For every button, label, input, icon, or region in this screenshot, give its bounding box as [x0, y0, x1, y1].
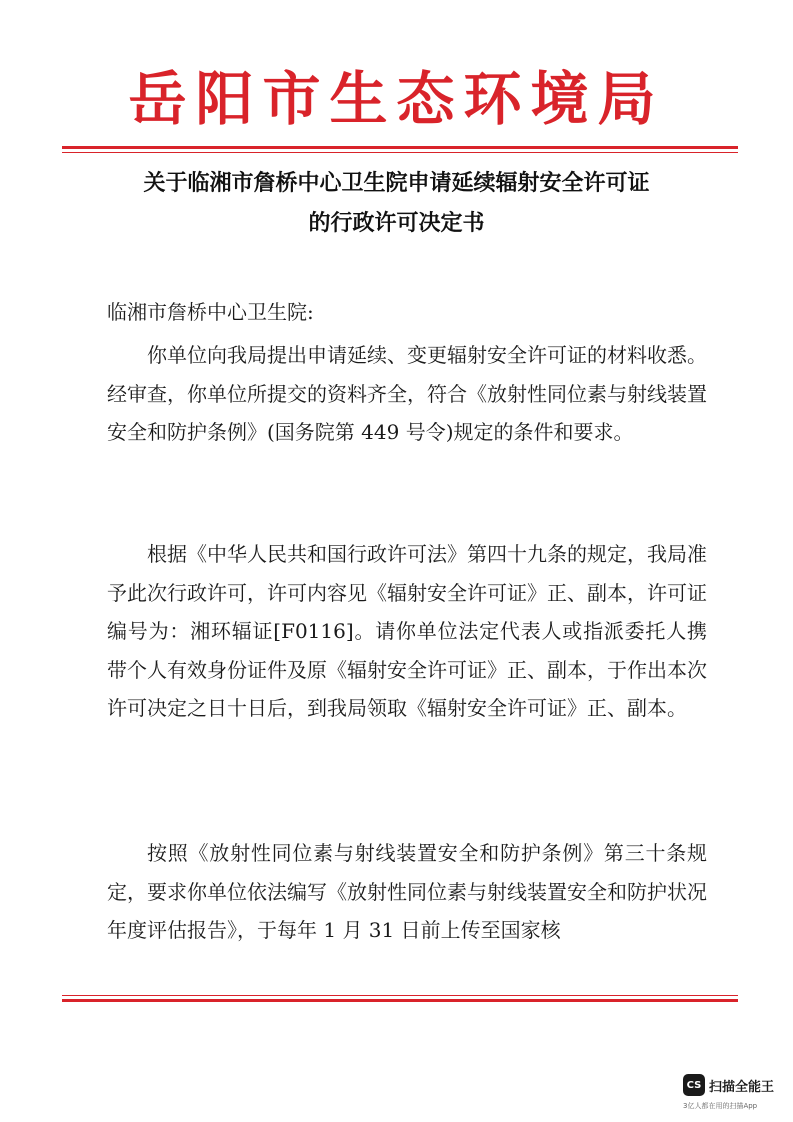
letterhead-divider-thin [62, 152, 738, 153]
scanner-app-name: 扫描全能王 [709, 1079, 775, 1095]
scanner-app-watermark [683, 1074, 774, 1096]
letterhead-divider-thick [62, 146, 738, 149]
body-paragraph-1: 你单位向我局提出申请延续、变更辐射安全许可证的材料收悉。经审查，你单位所提交的资料齐全，符合《放射性同位素与射线装置安全和防护条例》(国务院第 449 号令)规定的条件和要求。 [107, 343, 707, 444]
document-title-line-1: 关于临湘市詹桥中心卫生院申请延续辐射安全许可证 [143, 171, 650, 196]
salutation: 临湘市詹桥中心卫生院: [107, 300, 314, 324]
letterhead-org-name: 岳阳市生态环境局 [128, 65, 665, 133]
footer-divider-thick [62, 999, 738, 1002]
body-paragraph-3: 按照《放射性同位素与射线装置安全和防护条例》第三十条规定，要求你单位依法编写《放射性同位素与射线装置安全和防护状况年度评估报告》，于每年 1 月 31 日前上传至国家核 [107, 841, 707, 942]
footer-divider-thin [62, 995, 738, 996]
scanner-app-tagline: 3亿人都在用的扫描App [683, 1102, 758, 1110]
camscanner-logo-icon: CS [683, 1074, 705, 1096]
body-paragraph-2: 根据《中华人民共和国行政许可法》第四十九条的规定，我局准予此次行政许可，许可内容见《辐射安全许可证》正、副本，许可证编号为：湘环辐证[F0116]。请你单位法定代表人或指派委托人携带个人有效身份证件及原《辐射安全许可证》正、副本，于作出本次许可决定之日十日后，到我局领取《辐射安全许可证》正、副本。 [107, 542, 707, 720]
document-title-line-2: 的行政许可决定书 [308, 211, 485, 236]
